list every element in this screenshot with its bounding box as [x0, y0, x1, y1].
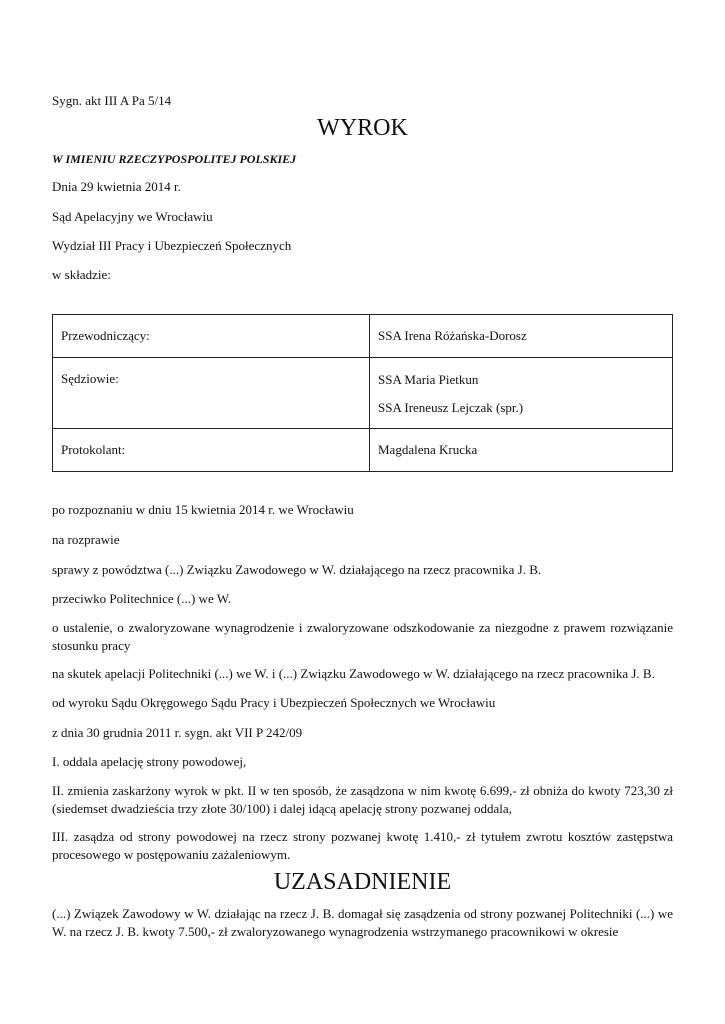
judges-cell: [370, 358, 673, 429]
justification-text: (...) Związek Zawodowy w W. działając na rzecz J. B. domagał się zasądzenia od strony pozwanej Politechniki (...) we W. na rzecz J. B. kwoty 7.500,- zł zwaloryzowanego wynagrodzenia wstrzymanego pracownikowi w okresie: [52, 906, 673, 939]
ruling-point-1: I. oddala apelację strony powodowej,: [52, 754, 247, 769]
justification-title: UZASADNIENIE: [273, 869, 452, 895]
hearing-info: po rozpoznaniu w dniu 15 kwietnia 2014 r. we Wrocławiu: [52, 502, 354, 517]
composition-table: [52, 314, 673, 472]
table-row-chair: [53, 315, 673, 358]
chair-value: SSA Irena Różańska-Dorosz: [370, 315, 673, 358]
composition-intro: w składzie:: [52, 267, 111, 282]
clerk-label: Protokolant:: [53, 429, 370, 472]
subject-line: o ustalenie, o zwaloryzowane wynagrodzenie i zwaloryzowane odszkodowanie za niezgodne z prawem rozwiązanie stosunku pracy: [52, 620, 673, 653]
table-row-clerk: [53, 429, 673, 472]
case-reference: Sygn. akt III A Pa 5/14: [52, 93, 172, 108]
clerk-value: Magdalena Krucka: [370, 429, 673, 472]
judges-label: Sędziowie:: [53, 358, 370, 429]
hearing-type: na rozprawie: [52, 532, 120, 547]
table-row-judges: [53, 358, 673, 429]
judge-name: SSA Maria Pietkun: [378, 372, 479, 387]
court-name: Sąd Apelacyjny we Wrocławiu: [52, 209, 213, 224]
chair-label: Przewodniczący:: [53, 315, 370, 358]
appeal-line: na skutek apelacji Politechniki (...) we W. i (...) Związku Zawodowego w W. działającego na rzecz pracownika J. B.: [52, 666, 655, 681]
defendant-line: przeciwko Politechnice (...) we W.: [52, 591, 232, 606]
ruling-point-3: III. zasądza od strony powodowej na rzecz strony pozwanej kwotę 1.410,- zł tytułem zwrotu kosztów zastępstwa procesowego w postępowaniu zażaleniowym.: [52, 829, 673, 862]
judgment-date: Dnia 29 kwietnia 2014 r.: [52, 179, 181, 194]
judgment-subtitle: W IMIENIU RZECZYPOSPOLITEJ POLSKIEJ: [52, 152, 297, 166]
court-division: Wydział III Pracy i Ubezpieczeń Społecznych: [52, 238, 292, 253]
ruling-point-2: II. zmienia zaskarżony wyrok w pkt. II w ten sposób, że zasądzona w nim kwotę 6.699,- zł obniża do kwoty 723,30 zł (siedemset dwadzieścia trzy złote 30/100) i dalej idącą apelację strony pozwanej oddala,: [52, 783, 673, 816]
judge-name: SSA Ireneusz Lejczak (spr.): [378, 400, 524, 415]
plaintiff-line: sprawy z powództwa (...) Związku Zawodowego w W. działającego na rzecz pracownika J. B.: [52, 562, 542, 577]
judgment-title: WYROK: [317, 115, 408, 141]
appealed-judgment: od wyroku Sądu Okręgowego Sądu Pracy i Ubezpieczeń Społecznych we Wrocławiu: [52, 695, 496, 710]
judgment-date-ref: z dnia 30 grudnia 2011 r. sygn. akt VII P 242/09: [52, 725, 303, 740]
